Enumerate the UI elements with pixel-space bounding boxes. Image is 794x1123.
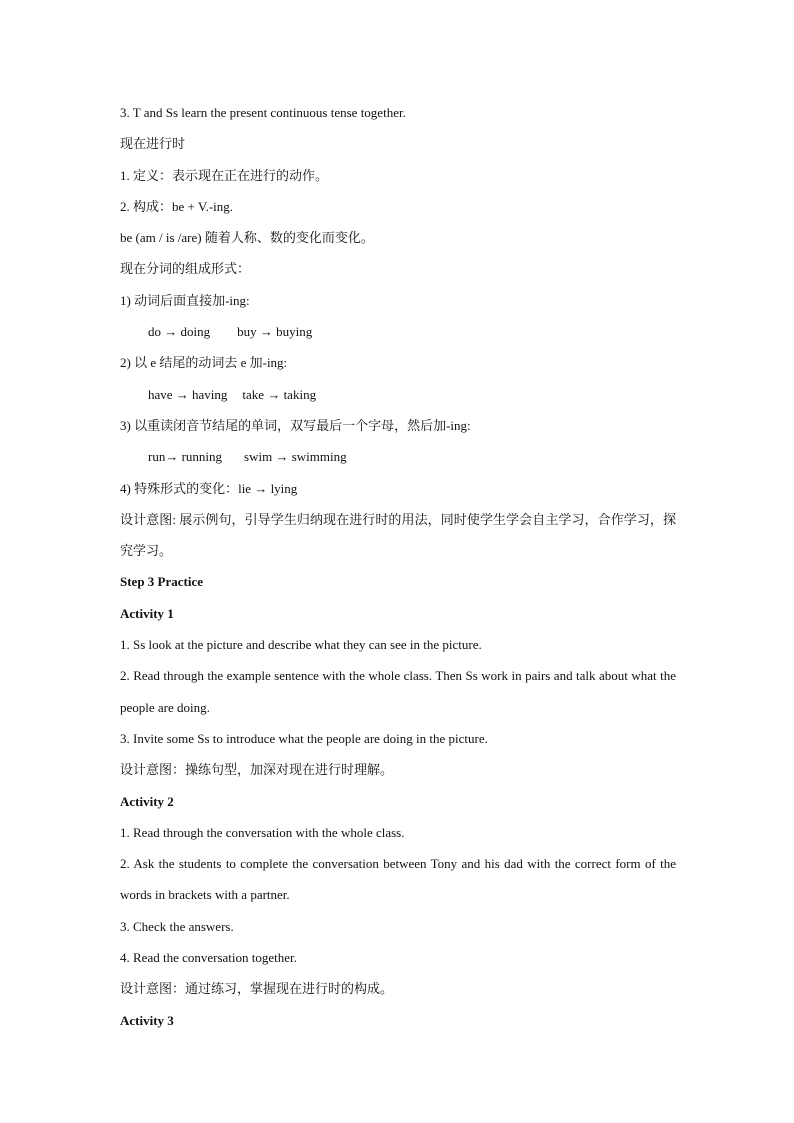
rule-1: 1) 动词后面直接加-ing: <box>120 292 250 308</box>
example-swim-swimming: swim → swimming <box>244 449 347 465</box>
activity-1-item-3: 3. Invite some Ss to introduce what the people are doing in the picture. <box>120 730 488 746</box>
rule-1-examples <box>120 316 676 347</box>
be-form-line: be (am / is /are) 随着人称、数的变化而变化。 <box>120 230 374 246</box>
activity-2-item-2: 2. Ask the students to complete the conversation between Tony and his dad with the correct form of the words in brackets with a partner. <box>120 856 676 903</box>
rule-3: 3) 以重读闭音节结尾的单词，双写最后一个字母，然后加-ing: <box>120 417 471 433</box>
participle-forms-heading: 现在分词的组成形式： <box>120 261 251 277</box>
example-do-doing: do → doing <box>148 324 211 340</box>
definition-line: 1. 定义：表示现在正在进行的动作。 <box>120 167 329 183</box>
design-intent-2: 设计意图：操练句型，加深对现在进行时理解。 <box>120 762 394 778</box>
rule-2-examples <box>120 379 676 410</box>
heading-step-3-practice: Step 3 Practice <box>120 574 204 590</box>
activity-1-item-2: 2. Read through the example sentence with the whole class. Then Ss work in pairs and talk about what the people are doing. <box>120 668 676 715</box>
heading-activity-1: Activity 1 <box>120 605 174 621</box>
activity-2-item-4: 4. Read the conversation together. <box>120 950 297 966</box>
example-take-taking: take → taking <box>242 386 317 402</box>
design-intent-3: 设计意图：通过练习，掌握现在进行时的构成。 <box>120 981 394 997</box>
rule-4: 4) 特殊形式的变化：lie → lying <box>120 480 298 496</box>
heading-activity-3: Activity 3 <box>120 1012 174 1028</box>
activity-1-item-1: 1. Ss look at the picture and describe what they can see in the picture. <box>120 637 482 653</box>
activity-2-item-3: 3. Check the answers. <box>120 918 234 934</box>
design-intent-1: 设计意图: 展示例句，引导学生归纳现在进行时的用法，同时使学生学会自主学习，合作学习，探究学习。 <box>120 511 676 559</box>
rule-2: 2) 以 e 结尾的动词去 e 加-ing: <box>120 355 288 371</box>
activity-2-item-1: 1. Read through the conversation with the whole class. <box>120 824 405 840</box>
heading-activity-2: Activity 2 <box>120 793 174 809</box>
step-item-3: 3. T and Ss learn the present continuous tense together. <box>120 105 406 120</box>
example-run-running: run→ running <box>148 449 223 465</box>
rule-3-examples <box>120 441 676 472</box>
example-buy-buying: buy → buying <box>237 324 313 340</box>
document-body <box>120 97 676 1036</box>
section-title-present-continuous: 现在进行时 <box>120 136 186 152</box>
example-have-having: have → having <box>148 386 228 402</box>
structure-line: 2. 构成：be + V.-ing. <box>120 198 234 214</box>
